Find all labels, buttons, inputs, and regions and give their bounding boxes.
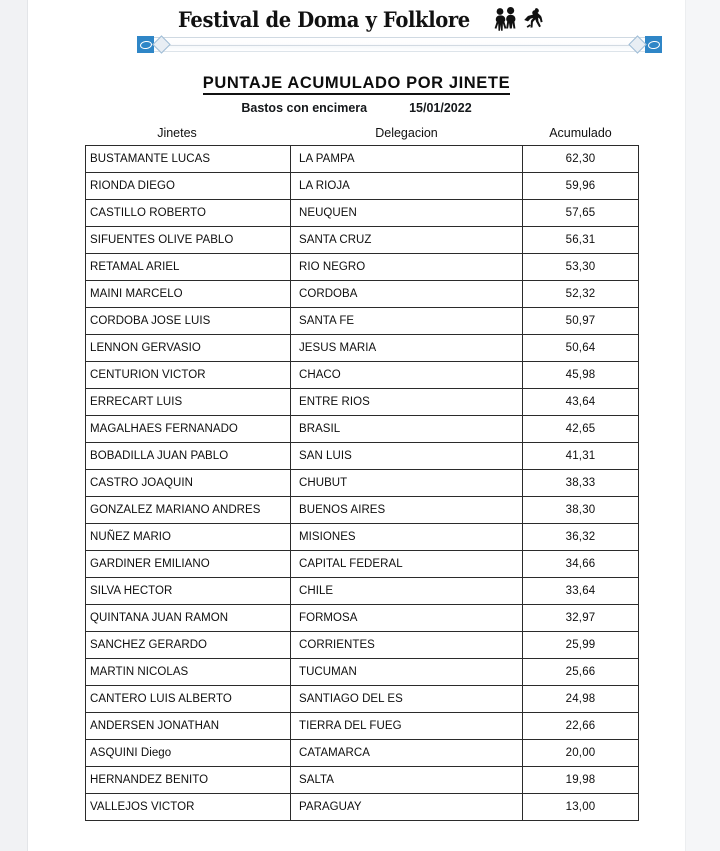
cell-delegation: NEUQUEN [291,200,523,227]
cell-delegation: TUCUMAN [291,659,523,686]
cell-rider: VALLEJOS VICTOR [86,794,291,821]
cell-rider: CANTERO LUIS ALBERTO [86,686,291,713]
column-header-acumulado: Acumulado [523,126,639,146]
table-row [86,200,639,227]
cell-score: 62,30 [523,146,639,173]
table-row [86,767,639,794]
dancer-couple-icon [493,6,519,32]
cell-rider: SILVA HECTOR [86,578,291,605]
cell-rider: GARDINER EMILIANO [86,551,291,578]
cell-delegation: CHILE [291,578,523,605]
cell-score: 19,98 [523,767,639,794]
cell-rider: CASTRO JOAQUIN [86,470,291,497]
table-row [86,497,639,524]
table-row [86,470,639,497]
cell-delegation: SANTA CRUZ [291,227,523,254]
table-row [86,308,639,335]
table-row [86,335,639,362]
cell-score: 43,64 [523,389,639,416]
cell-score: 50,64 [523,335,639,362]
cell-rider: ANDERSEN JONATHAN [86,713,291,740]
cell-rider: BOBADILLA JUAN PABLO [86,443,291,470]
cell-score: 20,00 [523,740,639,767]
cell-score: 57,65 [523,200,639,227]
cell-score: 22,66 [523,713,639,740]
cell-delegation: CORDOBA [291,281,523,308]
cell-delegation: SAN LUIS [291,443,523,470]
table-row [86,173,639,200]
scores-table-wrap [85,126,638,821]
header-row [86,126,639,146]
cell-delegation: RIO NEGRO [291,254,523,281]
cell-score: 36,32 [523,524,639,551]
cell-rider: RIONDA DIEGO [86,173,291,200]
cell-delegation: CAPITAL FEDERAL [291,551,523,578]
festival-heading [29,6,684,32]
cell-delegation: PARAGUAY [291,794,523,821]
column-header-delegacion: Delegacion [291,126,523,146]
cell-rider: RETAMAL ARIEL [86,254,291,281]
page-left-margin-strip [0,0,28,851]
cell-delegation: CATAMARCA [291,740,523,767]
table-row [86,659,639,686]
page-right-margin-strip [685,0,720,851]
cell-rider: NUÑEZ MARIO [86,524,291,551]
horse-rider-icon [522,6,546,32]
cell-score: 24,98 [523,686,639,713]
subtitle-row [29,101,684,115]
cell-score: 32,97 [523,605,639,632]
cell-rider: ERRECART LUIS [86,389,291,416]
category-label: Bastos con encimera [241,101,368,116]
scores-table-header [86,126,639,146]
cell-rider: GONZALEZ MARIANO ANDRES [86,497,291,524]
cell-score: 25,99 [523,632,639,659]
cell-rider: MAGALHAES FERNANADO [86,416,291,443]
cell-score: 33,64 [523,578,639,605]
table-row [86,389,639,416]
table-row [86,740,639,767]
cell-score: 25,66 [523,659,639,686]
cell-rider: BUSTAMANTE LUCAS [86,146,291,173]
cell-delegation: JESUS MARIA [291,335,523,362]
banner-bar [145,37,654,52]
cell-delegation: CHACO [291,362,523,389]
cell-rider: CORDOBA JOSE LUIS [86,308,291,335]
table-row [86,281,639,308]
cell-rider: CASTILLO ROBERTO [86,200,291,227]
cell-score: 50,97 [523,308,639,335]
cell-rider: QUINTANA JUAN RAMON [86,605,291,632]
table-row [86,416,639,443]
festival-title: Festival de Doma y Folklore [178,6,470,32]
scoresheet-page [29,0,684,851]
cell-delegation: BRASIL [291,416,523,443]
cell-rider: MAINI MARCELO [86,281,291,308]
event-date: 15/01/2022 [409,101,472,116]
table-row [86,686,639,713]
cell-rider: CENTURION VICTOR [86,362,291,389]
table-row [86,146,639,173]
cell-rider: SANCHEZ GERARDO [86,632,291,659]
table-row [86,605,639,632]
table-row [86,362,639,389]
cell-delegation: LA PAMPA [291,146,523,173]
table-row [86,443,639,470]
festival-figures [493,6,546,32]
cell-score: 34,66 [523,551,639,578]
page-title [29,74,684,92]
cell-score: 52,32 [523,281,639,308]
table-row [86,551,639,578]
table-row [86,578,639,605]
cell-score: 13,00 [523,794,639,821]
cell-delegation: CORRIENTES [291,632,523,659]
banner-ornament-left [137,36,171,53]
cell-delegation: FORMOSA [291,605,523,632]
table-row [86,524,639,551]
cell-delegation: ENTRE RIOS [291,389,523,416]
cell-delegation: SALTA [291,767,523,794]
table-row [86,794,639,821]
cell-rider: LENNON GERVASIO [86,335,291,362]
table-row [86,227,639,254]
cell-rider: MARTIN NICOLAS [86,659,291,686]
cell-score: 59,96 [523,173,639,200]
cell-delegation: TIERRA DEL FUEG [291,713,523,740]
cell-rider: HERNANDEZ BENITO [86,767,291,794]
cell-score: 53,30 [523,254,639,281]
page-title-text: PUNTAJE ACUMULADO POR JINETE [203,74,510,95]
cell-score: 56,31 [523,227,639,254]
banner-ornament-right [628,36,662,53]
cell-delegation: BUENOS AIRES [291,497,523,524]
cell-rider: ASQUINI Diego [86,740,291,767]
cell-delegation: CHUBUT [291,470,523,497]
cell-delegation: LA RIOJA [291,173,523,200]
cell-score: 38,33 [523,470,639,497]
cell-score: 42,65 [523,416,639,443]
table-row [86,254,639,281]
cell-delegation: MISIONES [291,524,523,551]
table-row [86,713,639,740]
scores-table [85,126,639,821]
cell-score: 45,98 [523,362,639,389]
cell-score: 41,31 [523,443,639,470]
cell-rider: SIFUENTES OLIVE PABLO [86,227,291,254]
cell-delegation: SANTA FE [291,308,523,335]
masthead [29,0,684,64]
decorative-banner [137,36,662,53]
column-header-jinetes: Jinetes [86,126,291,146]
cell-score: 38,30 [523,497,639,524]
cell-delegation: SANTIAGO DEL ES [291,686,523,713]
table-row [86,632,639,659]
scores-table-body [86,146,639,821]
